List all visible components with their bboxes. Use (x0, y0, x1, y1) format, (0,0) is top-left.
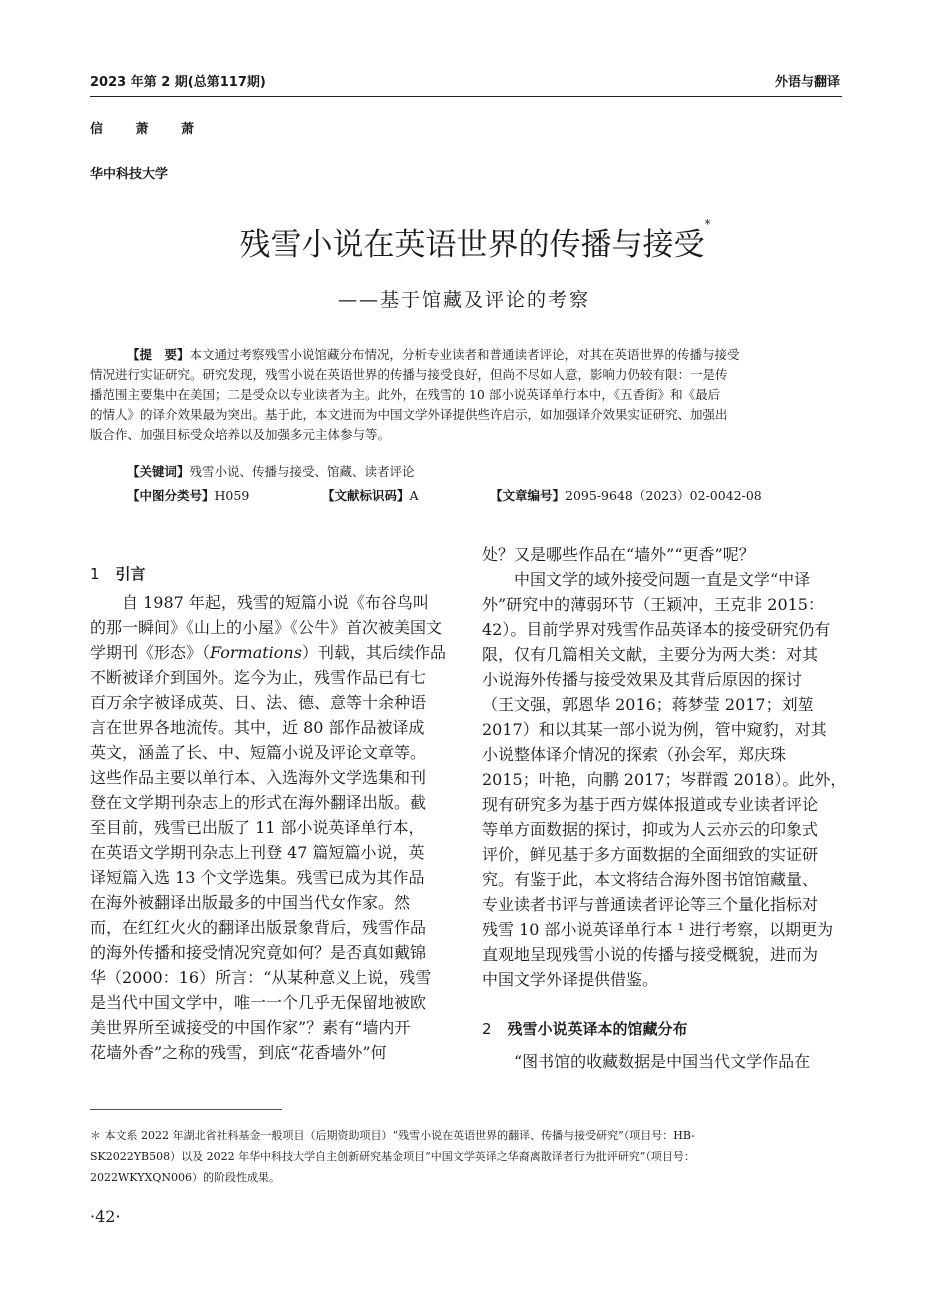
paragraph-line: 至目前，残雪已出版了 11 部小说英译单行本， (90, 818, 425, 837)
paragraph-line: 2017）和以其某一部小说为例，管中窥豹，对其 (482, 720, 827, 739)
paragraph-line: 登在文学期刊杂志上的形式在海外翻译出版。截 (90, 793, 427, 812)
author-name: 信 萧 萧 (90, 122, 209, 137)
paragraph-line: 花墙外香”之称的残雪，到底“花香墙外”何 (90, 1043, 387, 1062)
paragraph-line: 42）。目前学界对残雪作品英译本的接受研究仍有 (482, 620, 831, 639)
paragraph-line: 现有研究多为基于西方媒体报道或专业读者评论 (482, 795, 819, 814)
journal-issue: 2023 年第 2 期(总第117期) (90, 75, 266, 90)
paragraph-line: 百万余字被译成英、日、法、德、意等十余种语 (90, 693, 427, 712)
keywords (127, 462, 415, 480)
paragraph-line: 小说海外传播与接受效果及其背后原因的探讨 (482, 670, 803, 689)
keywords-value: 残雪小说、传播与接受、馆藏、读者评论 (189, 464, 415, 479)
article-subtitle: ——基于馆藏及评论的考察 (338, 289, 591, 311)
keywords-label: 【关键词】 (127, 464, 190, 479)
journal-title-italic: Formations (210, 643, 302, 662)
section-heading-1: 1 引言 (90, 565, 146, 583)
paragraph-line: 而，在红红火火的翻译出版景象背后，残雪作品 (90, 918, 427, 937)
paragraph-line: 评价，鲜见基于多方面数据的全面细致的实证研 (482, 845, 819, 864)
journal-name: 外语与翻译 (774, 75, 840, 90)
abstract-label: 【提 要】 (127, 347, 190, 362)
section-heading-2: 2 残雪小说英译本的馆藏分布 (482, 1020, 688, 1038)
abstract-line: 情况进行实证研究。研究发现，残雪小说在英语世界的传播与接受良好，但尚不尽如人意，影响力仍较有限：一是传 (90, 367, 728, 382)
paragraph-line: 言在世界各地流传。其中，近 80 部作品被译成 (90, 718, 425, 737)
paragraph-line: 处？又是哪些作品在“墙外”“更香”呢？ (482, 545, 755, 564)
paragraph-line: （王文强，郭恩华 2016；蒋梦莹 2017；刘堃 (482, 695, 814, 714)
clc-number: 【中图分类号】H059 (127, 488, 250, 503)
body-column-right-tail (482, 1049, 842, 1074)
page-number: ·42· (90, 1207, 121, 1226)
paragraph-line: 学期刊《形态》（Formations）刊载，其后续作品 (90, 643, 446, 662)
article-title (0, 219, 950, 264)
abstract (90, 345, 842, 445)
article-number: 【文章编号】2095-9648（2023）02-0042-08 (490, 488, 762, 503)
paragraph-line: “图书馆的收藏数据是中国当代文学作品在 (482, 1052, 811, 1071)
title-footnote-mark: * (704, 217, 711, 231)
paragraph-line: 自 1987 年起，残雪的短篇小说《布谷鸟叫 (90, 593, 429, 612)
header-rule (90, 96, 842, 97)
paragraph-line: 的海外传播和接受情况究竟如何？是否真如戴锦 (90, 943, 427, 962)
author-affiliation: 华中科技大学 (90, 167, 169, 182)
paragraph-line: 这些作品主要以单行本、入选海外文学选集和刊 (90, 768, 427, 787)
paragraph-line: 不断被译介到国外。迄今为止，残雪作品已有七 (90, 668, 427, 687)
abstract-line: 播范围主要集中在美国；二是受众以专业读者为主。此外，在残雪的 10 部小说英译单行本中，《五香街》和《最后 (90, 387, 721, 402)
footnote-line: ＊ 本文系 2022 年湖北省社科基金一般项目（后期资助项目）“残雪小说在英语世界的翻译、传播与接受研究”（项目号：HB- (90, 1129, 695, 1142)
paragraph-line: 的那一瞬间》《山上的小屋》《公牛》首次被美国文 (90, 618, 443, 637)
paragraph-line: 美世界所至诚接受的中国作家”？素有“墙内开 (90, 1018, 411, 1037)
footnote-line: SK2022YB508）以及 2022 年华中科技大学自主创新研究基金项目“中国文学英译之华裔离散译者行为批评研究”（项目号： (90, 1150, 695, 1163)
paragraph-line: 华（2000：16）所言：“从某种意义上说，残雪 (90, 968, 432, 987)
paragraph-line: 在英语文学期刊杂志上刊登 47 篇短篇小说，英 (90, 843, 425, 862)
paragraph-line: 中国文学的域外接受问题一直是文学“中译 (482, 570, 811, 589)
paragraph-line: 专业读者书评与普通读者评论等三个量化指标对 (482, 895, 819, 914)
paragraph-line: 残雪 10 部小说英译单行本 ¹ 进行考察，以期更为 (482, 920, 834, 939)
paragraph-line: 等单方面数据的探讨，抑或为人云亦云的印象式 (482, 820, 819, 839)
body-column-left (90, 590, 448, 1065)
paragraph-line: 直观地呈现残雪小说的传播与接受概貌，进而为 (482, 945, 819, 964)
footnote (90, 1125, 842, 1188)
paragraph-line: 是当代中国文学中，唯一一个几乎无保留地被欧 (90, 993, 427, 1012)
paragraph-line: 外”研究中的薄弱环节（王颖冲，王克非 2015： (482, 595, 824, 614)
body-column-right (482, 542, 847, 992)
paragraph-line: 译短篇入选 13 个文学选集。残雪已成为其作品 (90, 868, 425, 887)
abstract-line: 的情人》的译介效果最为突出。基于此，本文进而为中国文学外译提供些许启示，如加强译介效果实证研究、加强出 (90, 407, 728, 422)
paragraph-line: 限，仅有几篇相关文献，主要分为两大类：对其 (482, 645, 819, 664)
paragraph-line: 中国文学外译提供借鉴。 (482, 970, 659, 989)
document-code: 【文献标识码】A (322, 488, 419, 503)
abstract-line: 【提 要】本文通过考察残雪小说馆藏分布情况，分析专业读者和普通读者评论，对其在英语世界的传播与接受 (127, 347, 740, 362)
footnote-rule (90, 1109, 282, 1110)
footnote-line: 2022WKYXQN006）的阶段性成果。 (90, 1171, 280, 1184)
abstract-line: 版合作、加强目标受众培养以及加强多元主体参与等。 (90, 427, 391, 442)
paragraph-line: 小说整体译介情况的探索（孙会军，郑庆珠 (482, 745, 787, 764)
paragraph-line: 2015；叶艳，向鹏 2017；岑群霞 2018）。此外， (482, 770, 847, 789)
paragraph-line: 英文，涵盖了长、中、短篇小说及评论文章等。 (90, 743, 427, 762)
paragraph-line: 究。有鉴于此，本文将结合海外图书馆馆藏量、 (482, 870, 819, 889)
article-title-text: 残雪小说在英语世界的传播与接受 (239, 227, 705, 263)
paragraph-line: 在海外被翻译出版最多的中国当代女作家。然 (90, 893, 411, 912)
